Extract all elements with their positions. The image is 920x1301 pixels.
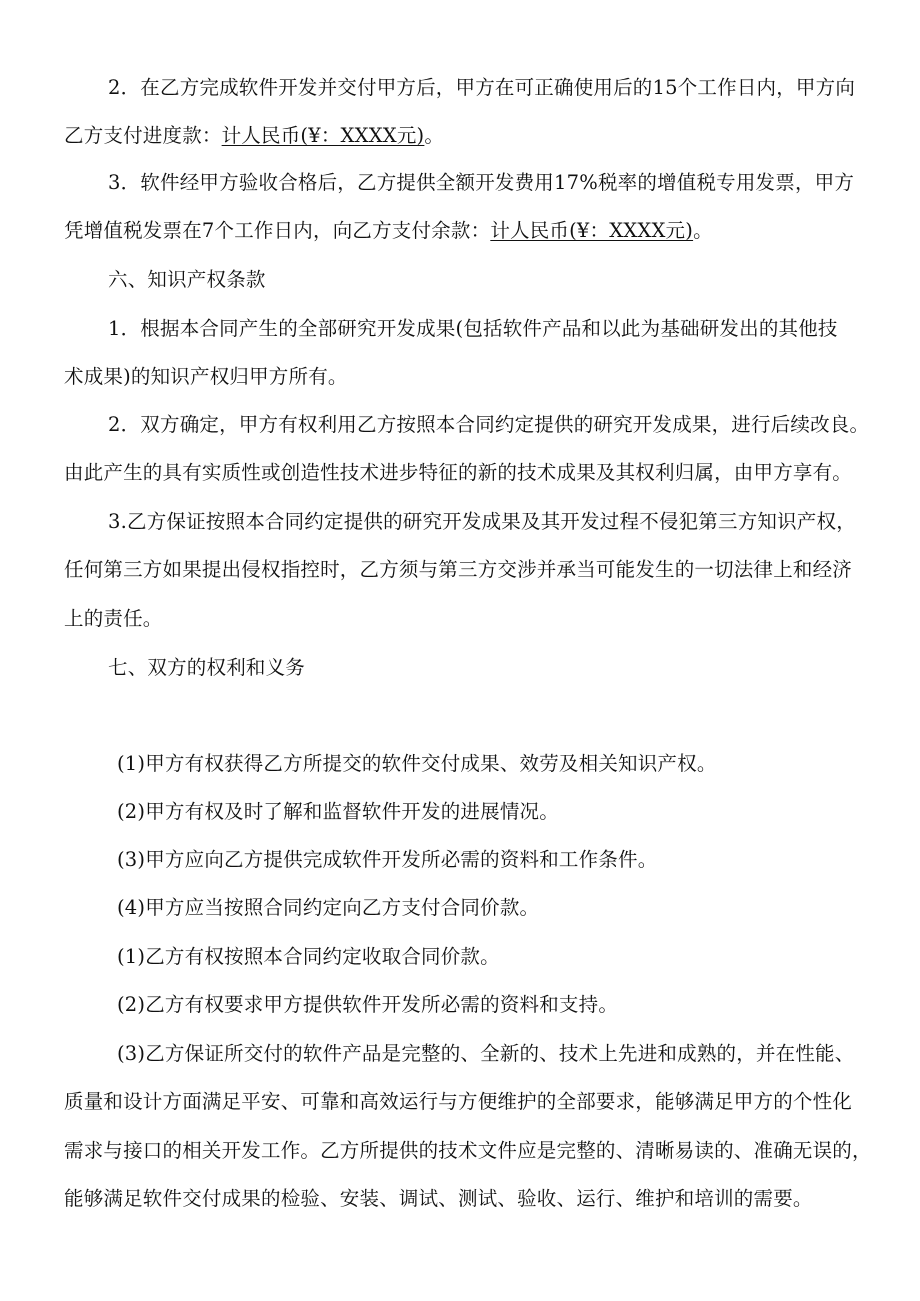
s5-item2-line2: [64, 123, 444, 149]
party-a-item-1: (1)甲方有权获得乙方所提交的软件交付成果、效劳及相关知识产权。: [117, 752, 717, 775]
party-a-item-4: (4)甲方应当按照合同约定向乙方支付合同价款。: [117, 896, 540, 919]
s6-item3-line1: 3.乙方保证按照本合同约定提供的研究开发成果及其开发过程不侵犯第三方知识产权，: [108, 510, 856, 533]
s5-item2-line2-prefix: 乙方支付进度款：: [64, 124, 222, 147]
s6-item3-line2: 任何第三方如果提出侵权指控时，乙方须与第三方交涉并承当可能发生的一切法律上和经济: [64, 558, 853, 581]
s5-item2-amount: 计人民币(¥：XXXX元): [221, 124, 425, 147]
section6-heading: 六、知识产权条款: [108, 268, 266, 291]
s5-item3-line2-suffix: 。: [693, 219, 713, 242]
party-b-item3-line1: (3)乙方保证所交付的软件产品是完整的、全新的、技术上先进和成熟的，并在性能、: [117, 1042, 855, 1065]
s5-item2-line2-suffix: 。: [424, 124, 445, 147]
s5-item3-line2: [64, 218, 713, 244]
s5-item3-line2-prefix: 凭增值税发票在7个工作日内，向乙方支付余款：: [64, 219, 491, 242]
s6-item3-line3: 上的责任。: [64, 607, 163, 630]
party-b-item3-line4: 能够满足软件交付成果的检验、安装、调试、测试、验收、运行、维护和培训的需要。: [64, 1187, 813, 1210]
s5-item2-line1: 2．在乙方完成软件开发并交付甲方后，甲方在可正确使用后的15个工作日内，甲方向: [108, 76, 856, 99]
party-b-item-2: (2)乙方有权要求甲方提供软件开发所必需的资料和支持。: [117, 993, 619, 1016]
party-b-item3-line2: 质量和设计方面满足平安、可靠和高效运行与方便维护的全部要求，能够满足甲方的个性化: [64, 1090, 853, 1113]
party-a-item-2: (2)甲方有权及时了解和监督软件开发的进展情况。: [117, 800, 559, 823]
party-a-item-3: (3)甲方应向乙方提供完成软件开发所必需的资料和工作条件。: [117, 848, 658, 871]
s6-item1-line1: 1．根据本合同产生的全部研究开发成果(包括软件产品和以此为基础研发出的其他技: [108, 317, 838, 340]
s6-item1-line2: 术成果)的知识产权归甲方所有。: [64, 365, 348, 388]
section7-heading: 七、双方的权利和义务: [108, 656, 306, 679]
s6-item2-line2: 由此产生的具有实质性或创造性技术进步特征的新的技术成果及其权利归属，由甲方享有。: [64, 461, 853, 484]
party-b-item3-line3: 需求与接口的相关开发工作。乙方所提供的技术文件应是完整的、清晰易读的、准确无误的，: [64, 1139, 872, 1162]
s5-item3-line1: 3．软件经甲方验收合格后，乙方提供全额开发费用17%税率的增值税专用发票，甲方: [108, 171, 855, 194]
s5-item3-amount: 计人民币(¥：XXXX元): [490, 219, 694, 242]
s6-item2-line1: 2．双方确定，甲方有权利用乙方按照本合同约定提供的研究开发成果，进行后续改良。: [108, 413, 870, 436]
party-b-item-1: (1)乙方有权按照本合同约定收取合同价款。: [117, 945, 500, 968]
